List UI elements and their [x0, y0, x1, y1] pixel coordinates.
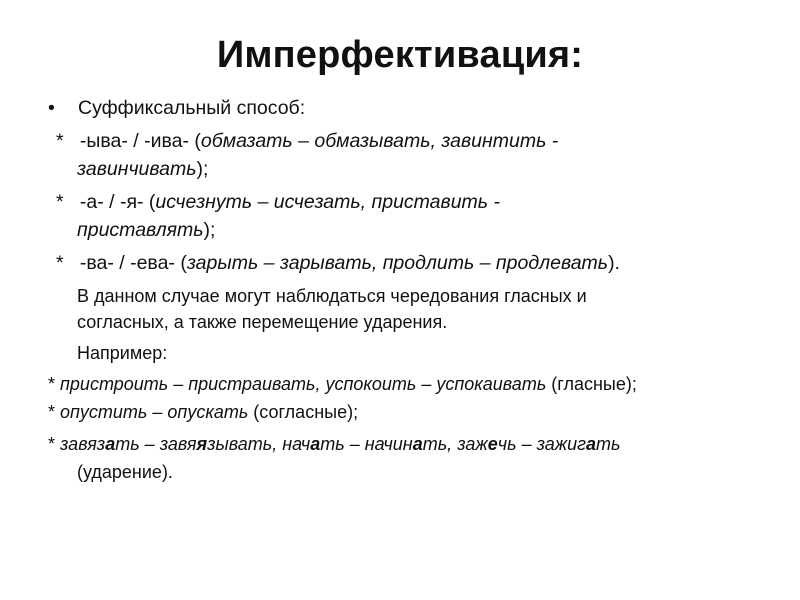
item-example: исчезнуть – исчезать, приставить -	[155, 191, 500, 213]
item-suffix: -ва- / -ева- (	[79, 252, 187, 274]
item-example: зарыть – зарывать, продлить – продлевать	[186, 252, 609, 274]
item-close: ).	[608, 252, 620, 274]
example-line	[48, 398, 358, 427]
list-item	[56, 127, 558, 156]
example-line	[48, 370, 637, 399]
list-item	[56, 188, 500, 217]
item-marker: *	[56, 130, 64, 152]
bullet-marker: •	[48, 97, 55, 119]
slide-title: Имперфективация:	[216, 34, 584, 76]
item-marker: *	[56, 252, 64, 274]
example-marker: *	[48, 434, 61, 454]
example-words: пристроить – пристраивать, успокоить – успокаивать	[60, 374, 547, 394]
item-example: приставлять	[77, 219, 204, 241]
item-marker: *	[56, 191, 64, 213]
method-heading: Суффиксальный способ:	[78, 97, 306, 119]
list-item	[56, 249, 620, 278]
example-label: Например:	[77, 343, 168, 363]
list-item-continued	[77, 155, 208, 184]
example-words: опустить – опускать	[60, 402, 249, 422]
example-line	[48, 430, 621, 459]
item-example: завинчивать	[77, 158, 197, 180]
example-marker: *	[48, 374, 61, 394]
item-close: );	[203, 219, 216, 241]
item-example: обмазать – обмазывать, завинтить -	[200, 130, 559, 152]
example-words: завязать – завяязывать, начать – начинать, зажечь – зажигать	[60, 434, 621, 454]
list-item-continued	[77, 216, 215, 245]
note-line: В данном случае могут наблюдаться чередования гласных и	[77, 286, 587, 306]
note-line: согласных, а также перемещение ударения.	[77, 312, 448, 332]
item-close: );	[196, 158, 209, 180]
example-note: (согласные);	[248, 402, 359, 422]
example-note: (гласные);	[546, 374, 637, 394]
example-note: (ударение).	[77, 462, 173, 482]
item-suffix: -а- / -я- (	[79, 191, 156, 213]
item-suffix: -ыва- / -ива- (	[79, 130, 201, 152]
example-marker: *	[48, 402, 61, 422]
